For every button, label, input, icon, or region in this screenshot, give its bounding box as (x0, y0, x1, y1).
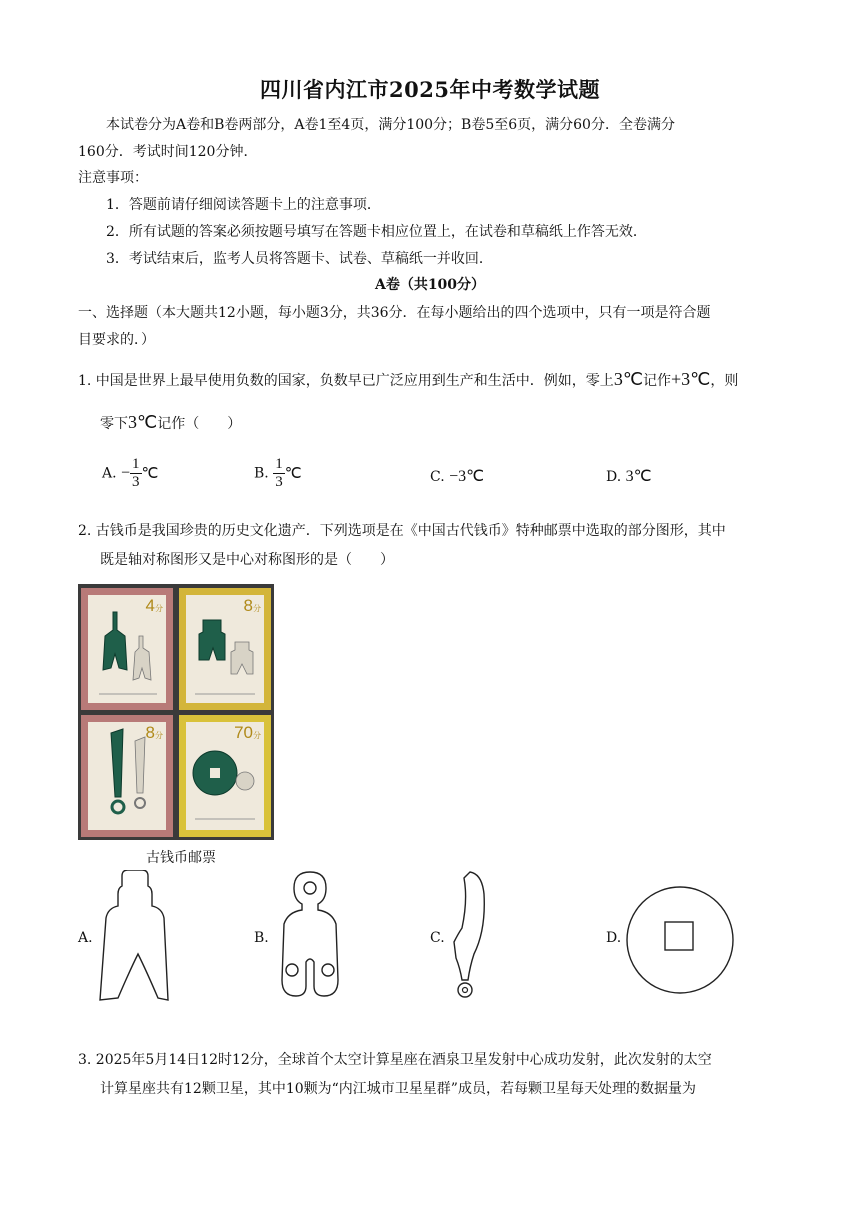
q1-option-a-numerator: 1 (132, 456, 140, 472)
q2-option-c-label[interactable]: C. (430, 930, 445, 946)
q1-option-a-denominator: 3 (132, 474, 140, 490)
q1-temp-above: 3℃ (613, 369, 644, 389)
intro-line-2: 160分．考试时间120分钟． (78, 144, 258, 160)
stamps-caption: 古钱币邮票 (146, 850, 216, 866)
q1-option-b-fraction (273, 456, 285, 491)
q2-option-b-label[interactable]: B. (254, 930, 269, 946)
q1-option-a[interactable] (102, 456, 158, 491)
stamp-4-denomination: 70分 (234, 723, 261, 742)
knife-coin-icon (89, 727, 165, 829)
q1-temp-below: 3℃ (128, 412, 158, 432)
q1-option-b[interactable] (254, 456, 302, 491)
stamp-2-denomination: 8分 (243, 596, 261, 615)
q1-option-c-label: C. (430, 469, 445, 485)
q1-option-c-value: −3℃ (449, 468, 485, 485)
q1-option-b-unit: ℃ (284, 466, 302, 482)
q1-text-b: 记作 (643, 373, 672, 389)
q1-line-2 (100, 411, 241, 435)
square-spade-coin-icon (187, 608, 263, 702)
q1-option-d[interactable] (606, 466, 652, 486)
notice-item-3: 3．考试结束后，监考人员将答题卡、试卷、草稿纸一并收回． (106, 251, 493, 267)
q3-line-2: 计算星座共有12颗卫星，其中10颗为“内江城市卫星星群”成员，若每颗卫星每天处理的数据量为 (100, 1081, 696, 1097)
q1-text-c: ，则 (710, 373, 739, 389)
section-a-title: A卷（共100分） (374, 277, 486, 293)
part1-instruction-line-2: 目要求的．） (78, 332, 155, 348)
q1-option-c[interactable] (430, 466, 484, 486)
stamp-3-denomination: 8分 (145, 723, 163, 742)
stamp-round-coin (179, 715, 271, 837)
q1-line-1 (78, 368, 738, 392)
notice-item-1: 1．答题前请仔细阅读答题卡上的注意事项． (106, 197, 381, 213)
round-coin-outline-icon (624, 884, 736, 996)
round-coin-icon (187, 735, 263, 829)
spade-coin-icon (91, 610, 163, 702)
stamp-knife-coin (81, 715, 173, 837)
q1-text-a: 1. 中国是世界上最早使用负数的国家，负数早已广泛应用到生产和生活中．例如，零上 (78, 373, 614, 389)
spade-coin-outline-icon (96, 870, 176, 1006)
q1-option-a-sign: − (121, 464, 131, 482)
stamp-spade-coin (81, 588, 173, 710)
q1-option-a-fraction (130, 456, 142, 491)
coin-stamps-image (78, 584, 274, 840)
part1-instruction-line-1: 一、选择题（本大题共12小题，每小题3分，共36分．在每小题给出的四个选项中，只有一项是符合题 (78, 305, 711, 321)
q2-option-a-label[interactable]: A. (78, 930, 93, 946)
q1-option-a-unit: ℃ (141, 466, 159, 482)
stamp-square-spade-coin (179, 588, 271, 710)
stamp-1-denomination: 4分 (145, 596, 163, 615)
q1-option-a-label: A. (102, 465, 117, 482)
q1-option-b-label: B. (254, 465, 269, 482)
q2-line-1: 2. 古钱币是我国珍贵的历史文化遗产．下列选项是在《中国古代钱币》特种邮票中选取的部分图形，其中 (78, 523, 726, 539)
q1-option-b-denominator: 3 (275, 474, 283, 490)
notice-heading: 注意事项： (78, 170, 148, 186)
q3-line-1: 3. 2025年5月14日12时12分，全球首个太空计算星座在酒泉卫星发射中心成功发射，此次发射的太空 (78, 1052, 712, 1068)
notice-item-2: 2．所有试题的答案必须按题号填写在答题卡相应位置上，在试卷和草稿纸上作答无效． (106, 224, 647, 240)
hollow-handle-spade-coin-icon (270, 870, 350, 1006)
q1-text-e: 记作（ ） (157, 416, 242, 432)
q2-option-d-label[interactable]: D. (606, 930, 622, 946)
intro-line-1: 本试卷分为A卷和B卷两部分，A卷1至4页，满分100分；B卷5至6页，满分60分．全卷满分 (106, 117, 675, 133)
exam-title: 四川省内江市2025年中考数学试题 (260, 77, 600, 102)
q1-temp-plus: +3℃ (671, 369, 711, 389)
q2-line-2: 既是轴对称图形又是中心对称图形的是（ ） (100, 552, 394, 568)
q1-option-b-numerator: 1 (275, 456, 283, 472)
q1-option-d-label: D. (606, 469, 622, 485)
knife-coin-outline-icon (446, 870, 496, 1006)
q1-text-d: 零下 (100, 416, 128, 432)
q1-option-d-value: 3℃ (625, 468, 652, 485)
